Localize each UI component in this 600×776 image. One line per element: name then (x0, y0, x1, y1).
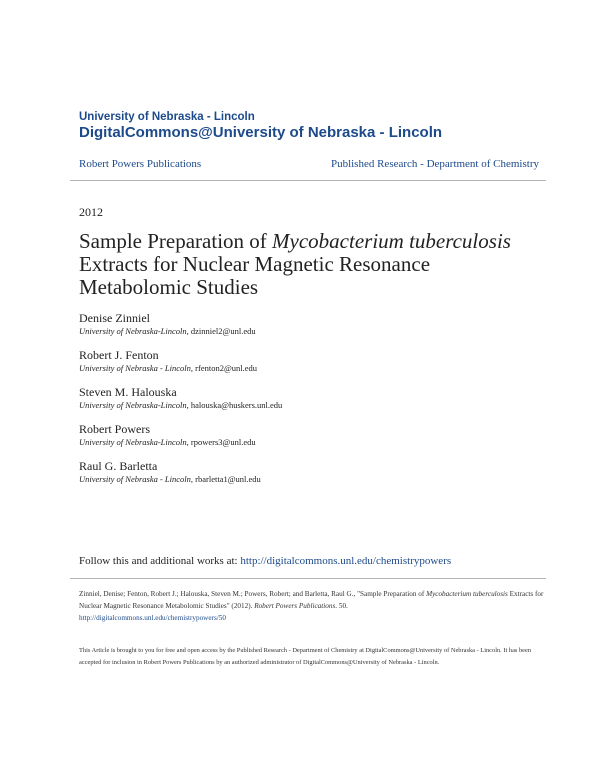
author-affiliation (79, 362, 539, 374)
citation-italic2: Robert Powers Publications (254, 602, 336, 610)
follow-text: Follow this and additional works at: (79, 555, 241, 567)
author-name: Steven M. Halouska (79, 385, 177, 399)
author-affiliation (79, 473, 539, 485)
citation-part3: . 50. (335, 602, 348, 610)
repository-name[interactable]: DigitalCommons@University of Nebraska - Lincoln (79, 124, 443, 141)
citation-italic1: Mycobacterium tuberculosis (426, 590, 508, 598)
affiliation-name: University of Nebraska - Lincoln (79, 363, 191, 373)
author-email: , rfenton2@unl.edu (190, 363, 258, 373)
author-item (79, 311, 539, 337)
author-name: Raul G. Barletta (79, 459, 158, 473)
author-affiliation (79, 436, 539, 448)
author-item (79, 459, 539, 485)
affiliation-name: University of Nebraska-Lincoln (79, 400, 187, 410)
author-email: , rpowers3@unl.edu (186, 437, 256, 447)
divider-top (70, 180, 546, 181)
collection-link[interactable]: Robert Powers Publications (79, 158, 202, 170)
department-link[interactable]: Published Research - Department of Chemistry (330, 158, 539, 170)
affiliation-name: University of Nebraska-Lincoln (79, 326, 187, 336)
access-notice: This Article is brought to you for free and open access by the Published Research - Department of Chemistry at DigitalCommons@University of Nebraska - Lincoln. It has been accepted for inclusion in Robert Powers Publications by an authorized administrator of DigitalCommons@University of Nebraska - Lincoln. (79, 647, 532, 666)
author-name: Robert J. Fenton (79, 348, 159, 362)
repository-header (79, 110, 549, 142)
divider-bottom (70, 578, 546, 579)
author-item (79, 348, 539, 374)
affiliation-name: University of Nebraska-Lincoln (79, 437, 187, 447)
title-italic: Mycobacterium tuberculosis (272, 229, 511, 253)
follow-line (79, 555, 549, 567)
author-list (79, 311, 539, 496)
citation-link[interactable]: http://digitalcommons.unl.edu/chemistrypowers/50 (79, 614, 226, 622)
collection-links (79, 158, 539, 172)
author-item (79, 422, 539, 448)
author-affiliation (79, 399, 539, 411)
citation-part2: Extracts for Nuclear Magnetic Resonance Metabolomic Studies" (2012). (79, 590, 544, 610)
author-email: , halouska@huskers.unl.edu (186, 400, 283, 410)
author-name: Denise Zinniel (79, 311, 150, 325)
author-item (79, 385, 539, 411)
follow-link[interactable]: http://digitalcommons.unl.edu/chemistrypowers (240, 555, 452, 567)
author-email: , dzinniel2@unl.edu (186, 326, 256, 336)
affiliation-name: University of Nebraska - Lincoln (79, 474, 191, 484)
title-part2: Extracts for Nuclear Magnetic Resonance Metabolomic Studies (79, 252, 431, 299)
citation-part1: Zinniel, Denise; Fenton, Robert J.; Halouska, Steven M.; Powers, Robert; and Barletta, Raul G., "Sample Preparation of (79, 590, 427, 598)
author-email: , rbarletta1@unl.edu (190, 474, 261, 484)
article-title (79, 230, 539, 299)
institution-name[interactable]: University of Nebraska - Lincoln (79, 111, 255, 123)
citation-block (79, 588, 544, 624)
author-affiliation (79, 325, 539, 337)
publication-year: 2012 (79, 205, 103, 219)
author-name: Robert Powers (79, 422, 150, 436)
title-part1: Sample Preparation of (79, 229, 273, 253)
